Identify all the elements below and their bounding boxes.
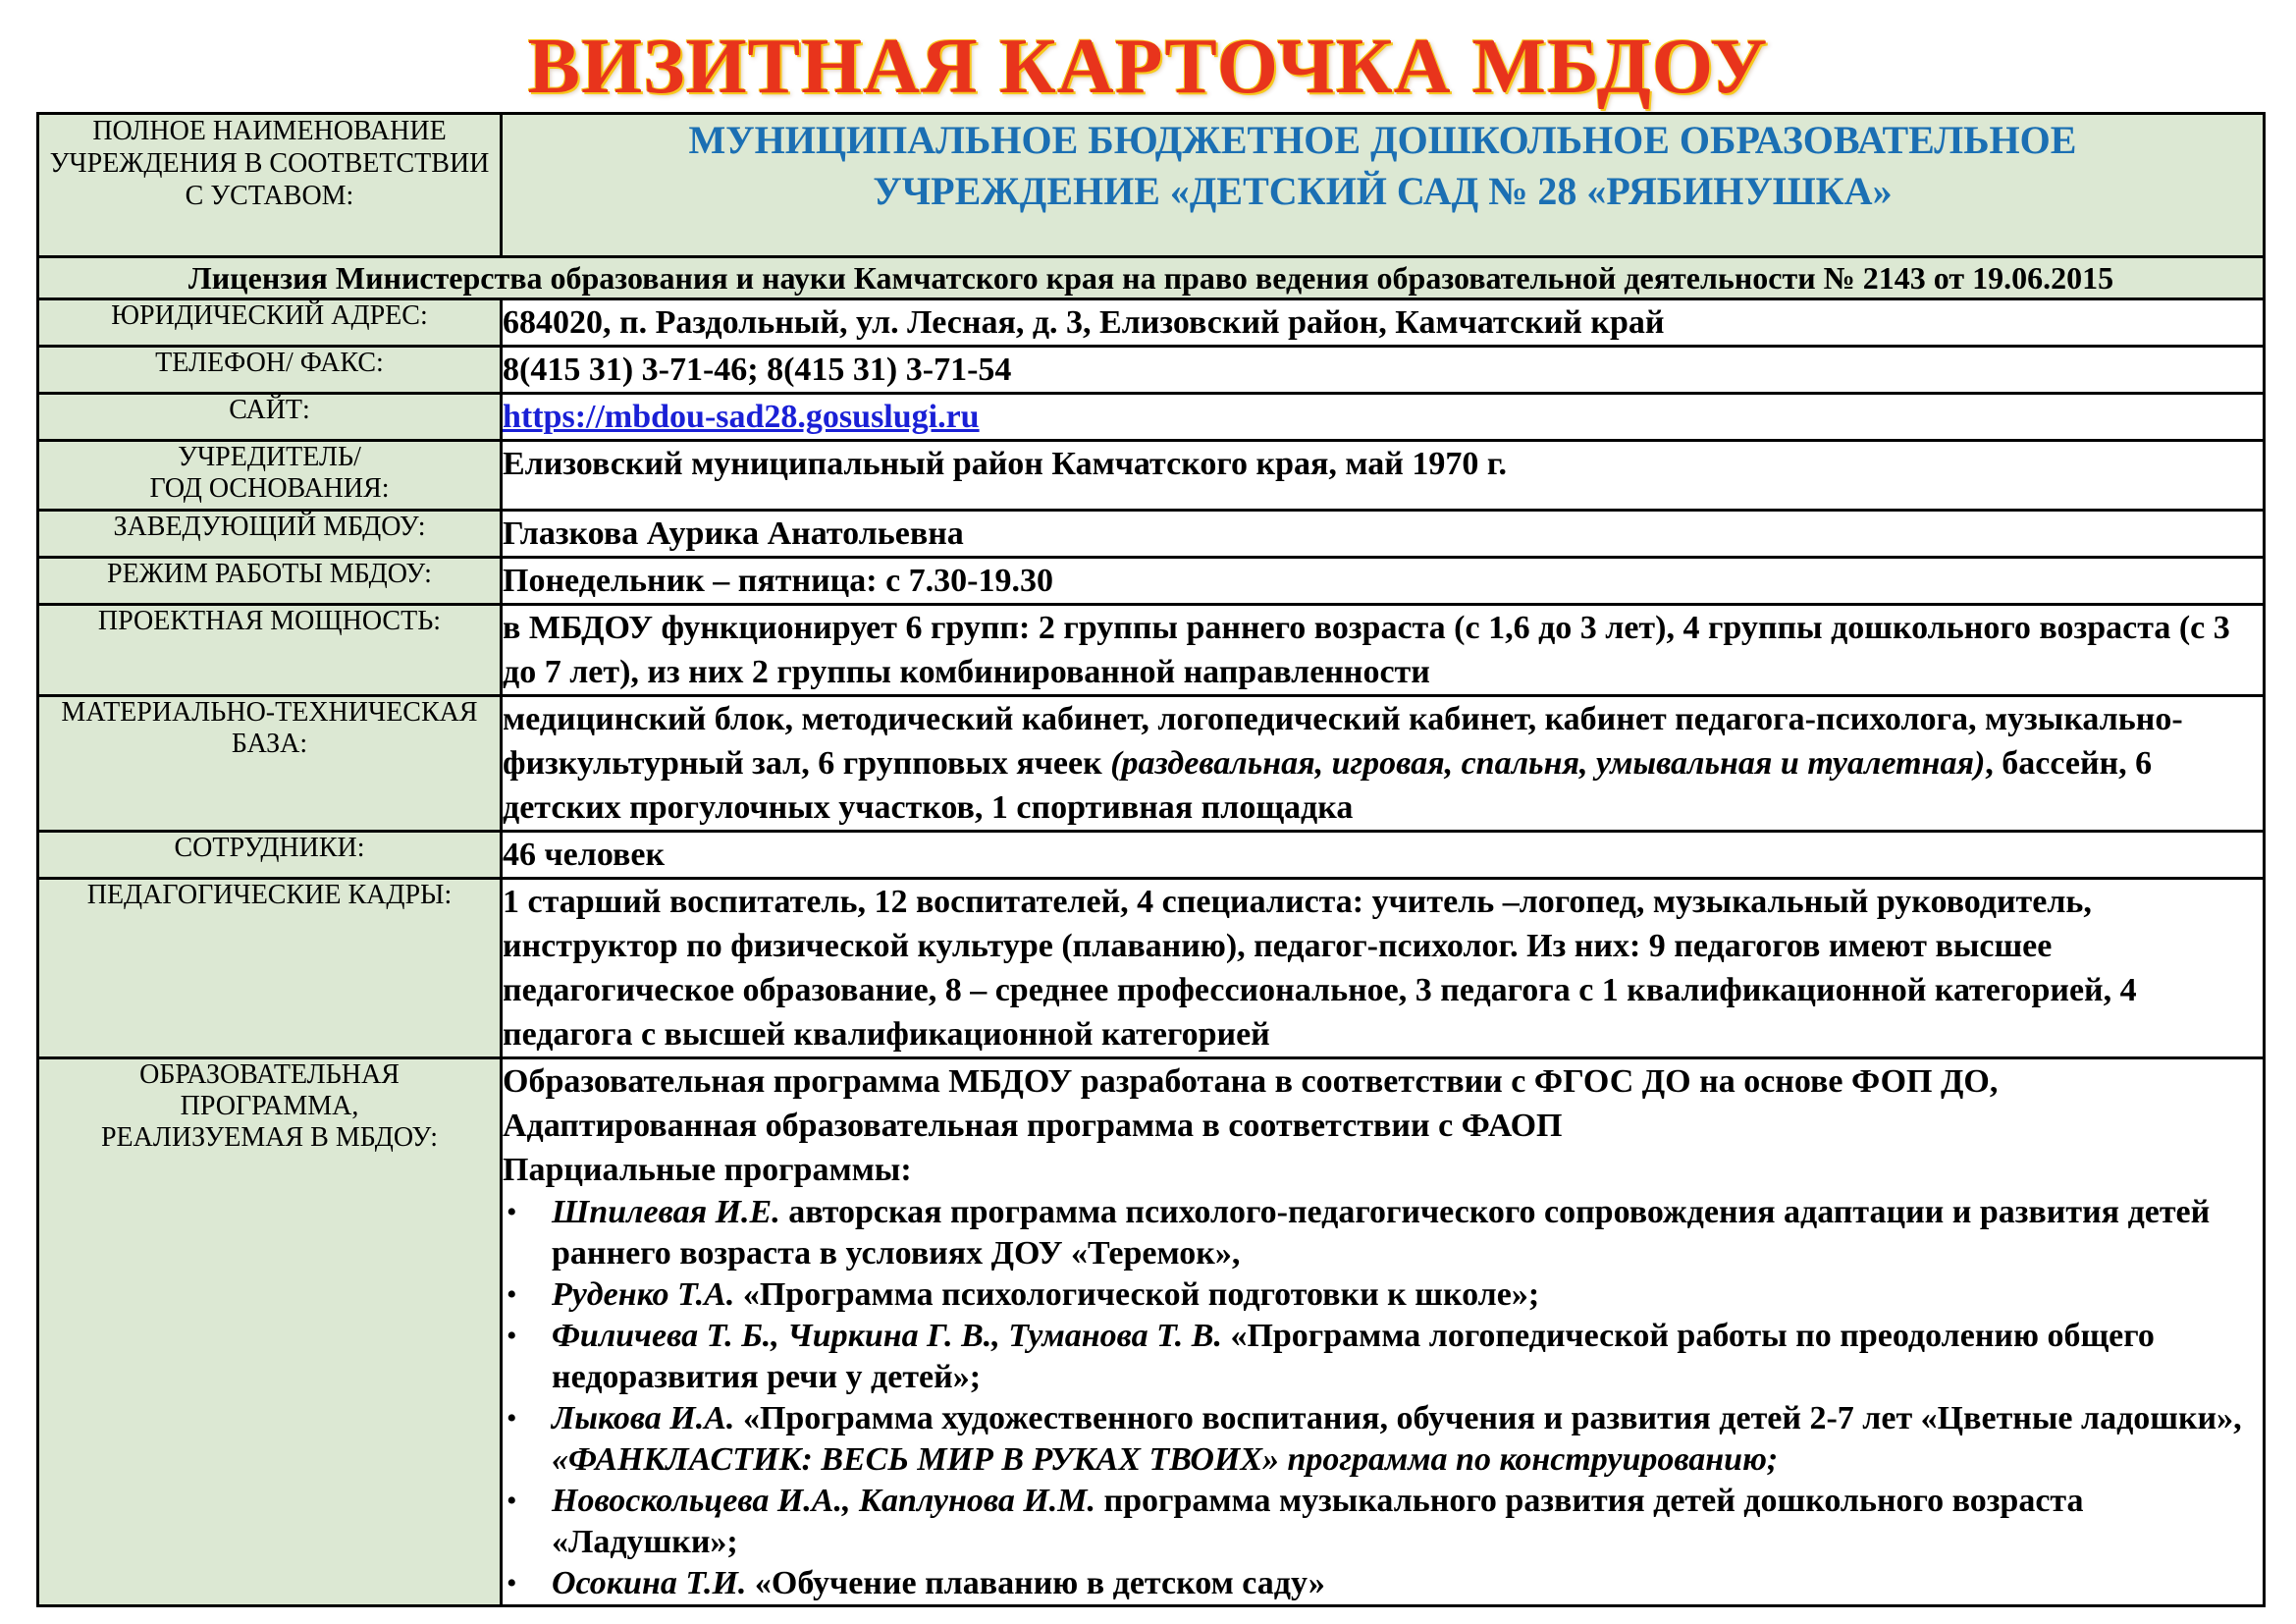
program-text: «Обучение плаванию в детском саду» xyxy=(746,1565,1325,1601)
founder-row xyxy=(38,441,2265,511)
base-row xyxy=(38,696,2265,832)
license-text: Лицензия Министерства образования и науки Камчатского края на право ведения образовательной деятельности № 2143 от 19.06.2015 xyxy=(38,257,2265,299)
staff-label: СОТРУДНИКИ: xyxy=(38,832,502,879)
full-name-value xyxy=(502,114,2265,257)
address-label: ЮРИДИЧЕСКИЙ АДРЕС: xyxy=(38,299,502,347)
schedule-value: Понедельник – пятница: с 7.30-19.30 xyxy=(502,558,2265,605)
list-item xyxy=(503,1274,2263,1316)
program-value xyxy=(502,1058,2265,1606)
program-extra: «ФАНКЛАСТИК: ВЕСЬ МИР В РУКАХ ТВОИХ» программа по конструированию; xyxy=(552,1441,1779,1478)
teachers-label: ПЕДАГОГИЧЕСКИЕ КАДРЫ: xyxy=(38,879,502,1058)
bullet-icon: • xyxy=(507,1278,517,1311)
program-author: Филичева Т. Б., Чиркина Г. В., Туманова Т. В. xyxy=(552,1318,1222,1354)
teachers-row xyxy=(38,879,2265,1058)
program-text: «Программа художественного воспитания, обучения и развития детей 2-7 лет «Цветные ладошки», xyxy=(734,1400,2242,1436)
base-value-part-1: медицинский блок, методический кабинет, логопедический кабинет, кабинет педагога-психолога, музыкально-физкультурный зал, 6 групповых ячеек xyxy=(503,701,2183,782)
founder-label-line-2: ГОД ОСНОВАНИЯ: xyxy=(149,473,390,504)
head-value: Глазкова Аурика Анатольевна xyxy=(502,511,2265,558)
program-author: Лыкова И.А. xyxy=(552,1400,735,1436)
partial-programs-list xyxy=(503,1192,2263,1604)
base-value-part-2: , бассейн, 6 детских прогулочных участков, 1 спортивная площадка xyxy=(503,745,2153,826)
address-value: 684020, п. Раздольный, ул. Лесная, д. 3, Елизовский район, Камчатский край xyxy=(502,299,2265,347)
program-author: Руденко Т.А. xyxy=(552,1276,735,1313)
program-label: ОБРАЗОВАТЕЛЬНАЯ ПРОГРАММА, РЕАЛИЗУЕМАЯ В МБДОУ: xyxy=(38,1058,502,1606)
full-name-row xyxy=(38,114,2265,257)
business-card-table xyxy=(36,112,2266,1607)
founder-label-line-1: УЧРЕДИТЕЛЬ/ xyxy=(178,442,361,472)
full-name-line-1: МУНИЦИПАЛЬНОЕ БЮДЖЕТНОЕ ДОШКОЛЬНОЕ ОБРАЗОВАТЕЛЬНОЕ xyxy=(688,118,2077,162)
bullet-icon: • xyxy=(507,1485,517,1517)
base-value-rooms: (раздевальная, игровая, спальня, умывальная и туалетная) xyxy=(1110,745,1986,782)
phone-row xyxy=(38,347,2265,394)
bullet-icon: • xyxy=(507,1402,517,1435)
founder-label xyxy=(38,441,502,511)
capacity-row xyxy=(38,605,2265,696)
full-name-line-2: УЧРЕЖДЕНИЕ «ДЕТСКИЙ САД № 28 «РЯБИНУШКА» xyxy=(873,169,1893,213)
bullet-icon: • xyxy=(507,1196,517,1228)
bullet-icon: • xyxy=(507,1567,517,1599)
staff-row xyxy=(38,832,2265,879)
list-item xyxy=(503,1398,2263,1481)
program-intro-2: Адаптированная образовательная программа в соответствии с ФАОП xyxy=(503,1108,1563,1144)
site-value xyxy=(502,394,2265,441)
base-value xyxy=(502,696,2265,832)
founder-value: Елизовский муниципальный район Камчатского края, май 1970 г. xyxy=(502,441,2265,511)
program-author: Шпилевая И.Е. xyxy=(552,1194,780,1230)
site-link[interactable]: https://mbdou-sad28.gosuslugi.ru xyxy=(503,399,980,435)
staff-value: 46 человек xyxy=(502,832,2265,879)
list-item xyxy=(503,1192,2263,1274)
teachers-value: 1 старший воспитатель, 12 воспитателей, 4 специалиста: учитель –логопед, музыкальный руководитель, инструктор по физической культуре (плаванию), педагог-психолог. Из них: 9 педагогов имеют высшее педагогическое образование, 8 – среднее профессиональное, 3 педагога с 1 квалификационной категорией, 4 педагога с высшей квалификационной категорией xyxy=(502,879,2265,1058)
bullet-icon: • xyxy=(507,1320,517,1352)
program-row xyxy=(38,1058,2265,1606)
phone-value: 8(415 31) 3-71-46; 8(415 31) 3-71-54 xyxy=(502,347,2265,394)
site-label: САЙТ: xyxy=(38,394,502,441)
address-row xyxy=(38,299,2265,347)
program-text: «Программа логопедической работы по преодолению общего недоразвития речи у детей»; xyxy=(552,1318,2155,1395)
site-row xyxy=(38,394,2265,441)
partial-programs-heading: Парциальные программы: xyxy=(503,1152,912,1188)
program-text: «Программа психологической подготовки к школе»; xyxy=(734,1276,1540,1313)
head-row xyxy=(38,511,2265,558)
list-item xyxy=(503,1316,2263,1398)
capacity-value: в МБДОУ функционирует 6 групп: 2 группы раннего возраста (с 1,6 до 3 лет), 4 группы дошкольного возраста (с 3 до 7 лет), из них 2 группы комбинированной направленности xyxy=(502,605,2265,696)
program-author: Осокина Т.И. xyxy=(552,1565,747,1601)
list-item xyxy=(503,1481,2263,1563)
program-text: авторская программа психолого-педагогического сопровождения адаптации и развития детей раннего возраста в условиях ДОУ «Теремок», xyxy=(552,1194,2211,1272)
base-label: МАТЕРИАЛЬНО-ТЕХНИЧЕСКАЯ БАЗА: xyxy=(38,696,502,832)
list-item xyxy=(503,1563,2263,1604)
phone-label: ТЕЛЕФОН/ ФАКС: xyxy=(38,347,502,394)
program-text: программа музыкального развития детей дошкольного возраста «Ладушки»; xyxy=(552,1483,2084,1560)
program-author: Новоскольцева И.А., Каплунова И.М. xyxy=(552,1483,1096,1519)
head-label: ЗАВЕДУЮЩИЙ МБДОУ: xyxy=(38,511,502,558)
full-name-label: ПОЛНОЕ НАИМЕНОВАНИЕ УЧРЕЖДЕНИЯ В СООТВЕТСТВИИ С УСТАВОМ: xyxy=(38,114,502,257)
schedule-label: РЕЖИМ РАБОТЫ МБДОУ: xyxy=(38,558,502,605)
capacity-label: ПРОЕКТНАЯ МОЩНОСТЬ: xyxy=(38,605,502,696)
schedule-row xyxy=(38,558,2265,605)
license-row xyxy=(38,257,2265,299)
page-title: ВИЗИТНАЯ КАРТОЧКА МБДОУ xyxy=(527,24,1769,110)
program-intro-1: Образовательная программа МБДОУ разработана в соответствии с ФГОС ДО на основе ФОП ДО, xyxy=(503,1063,1999,1100)
